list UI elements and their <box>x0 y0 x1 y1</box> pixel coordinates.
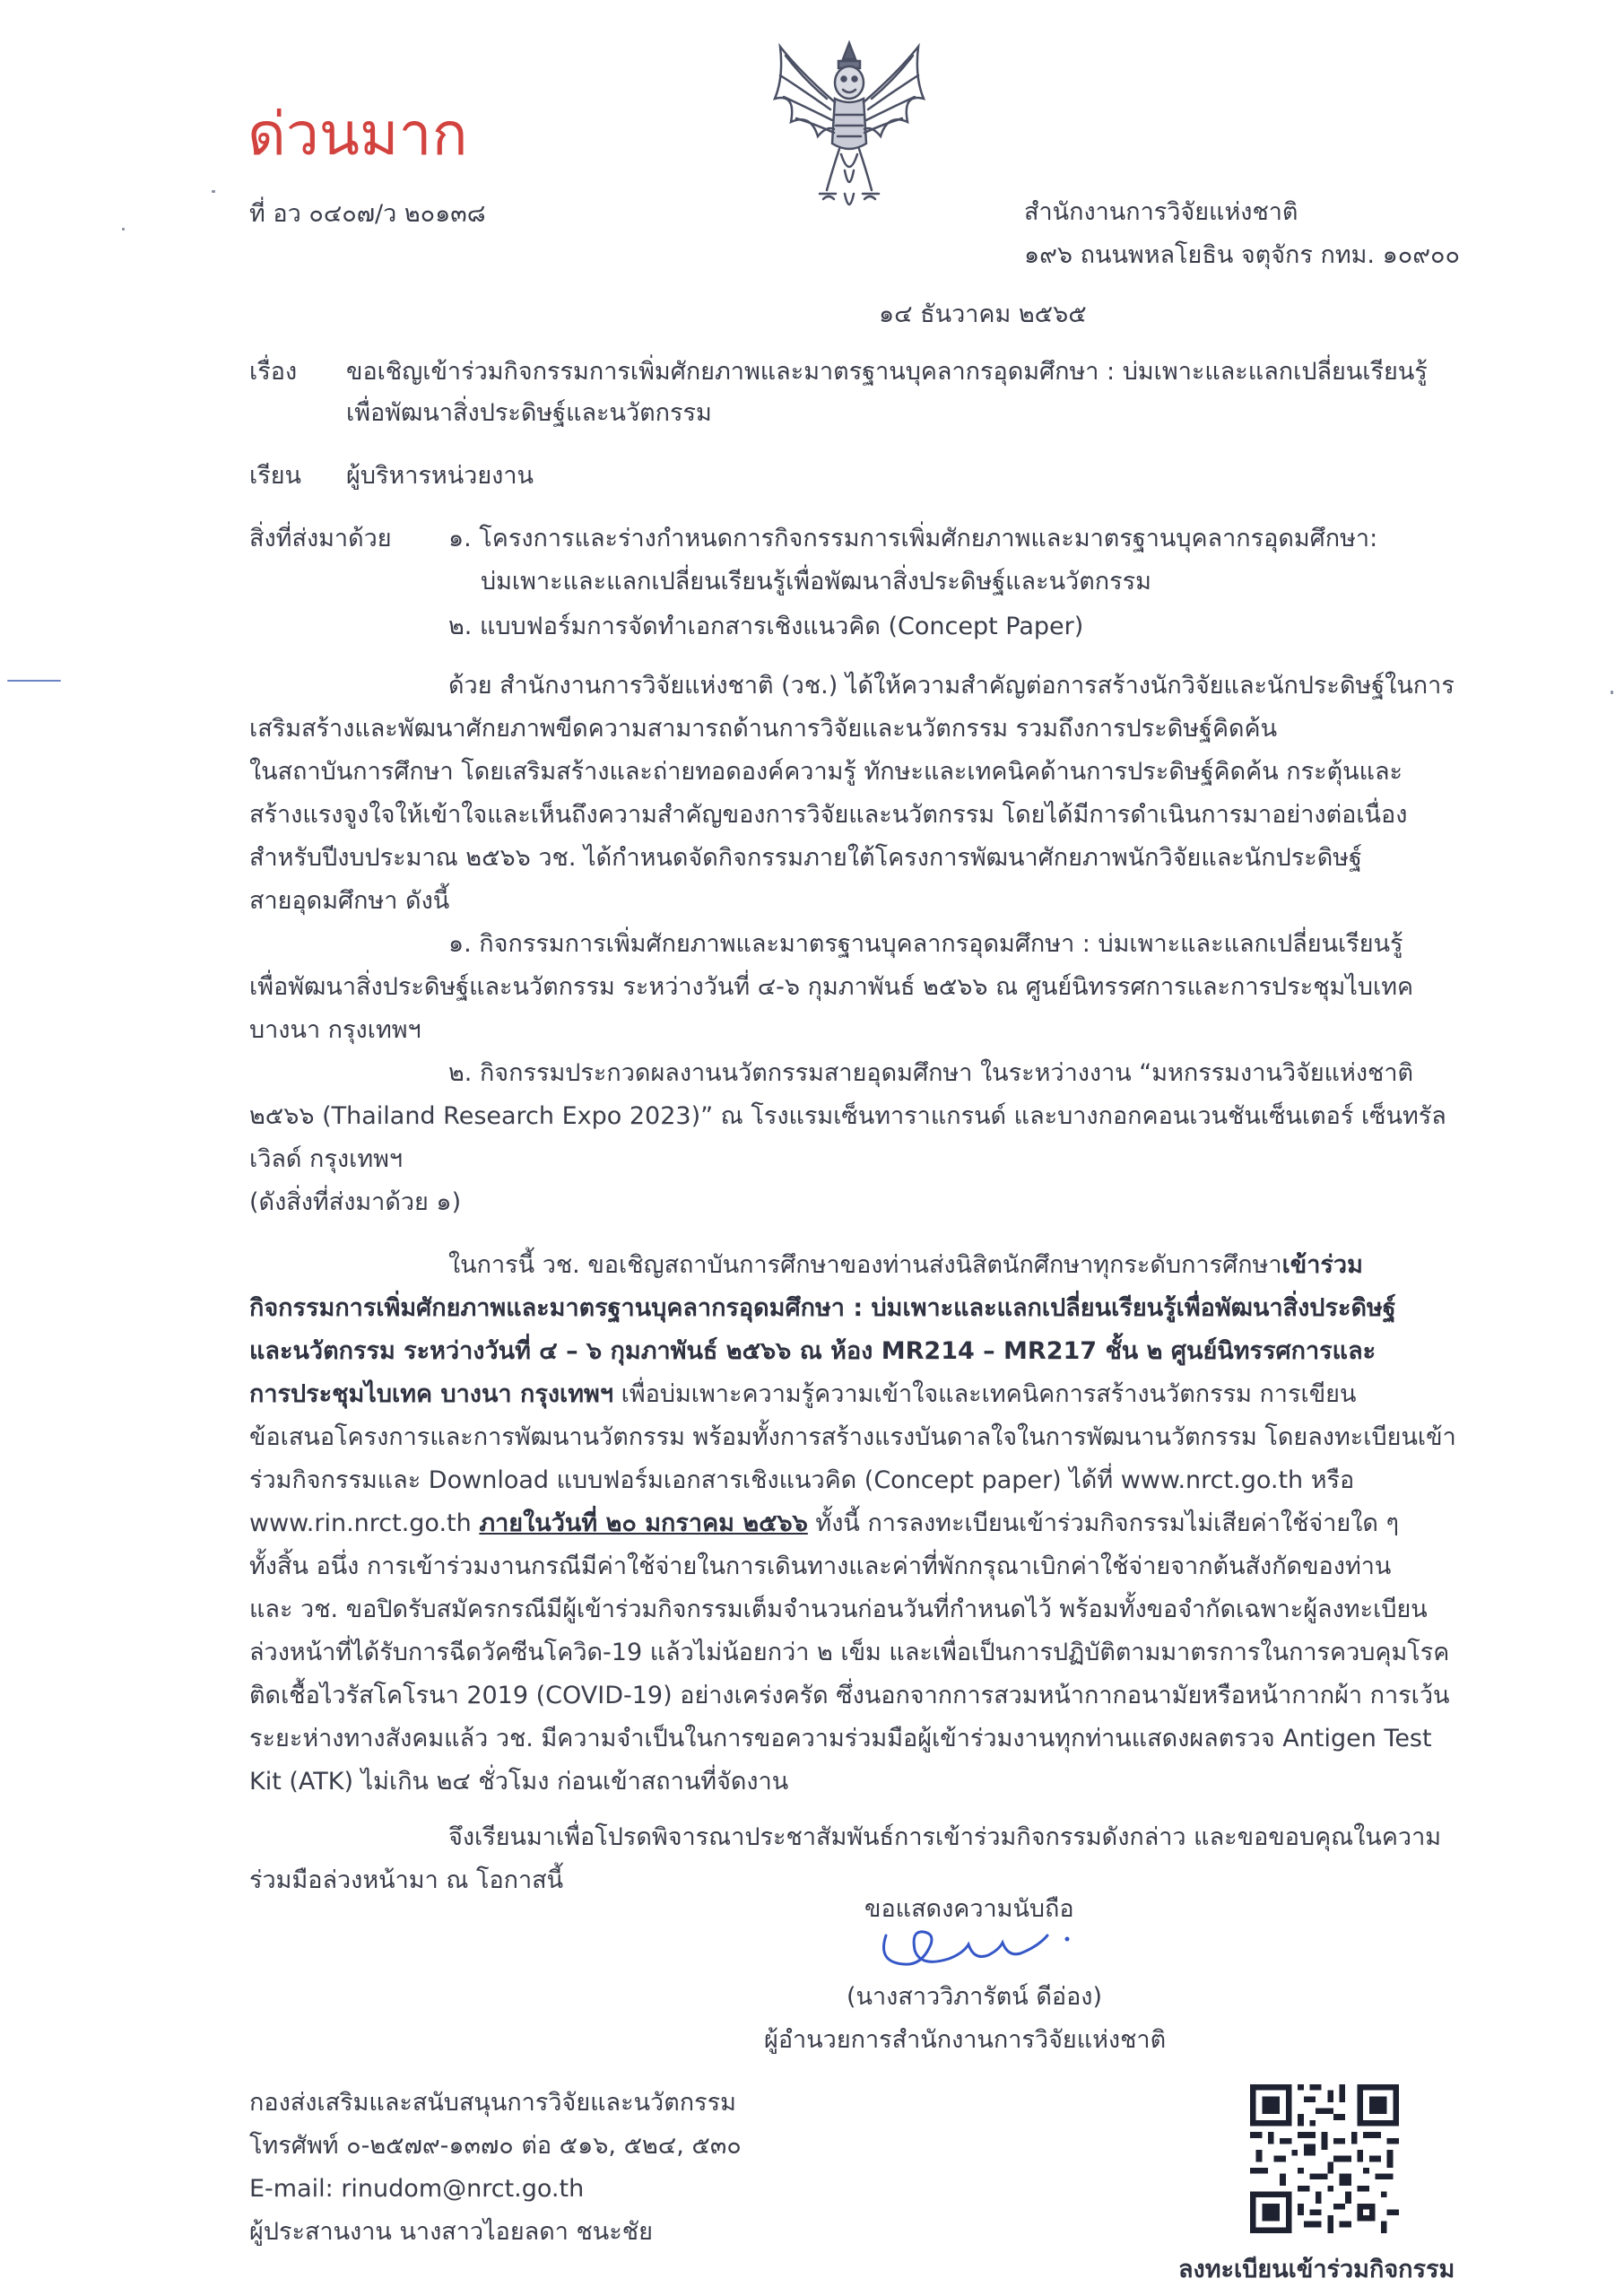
body2-text: ทั้งนี้ การลงทะเบียนเข้าร่วมกิจกรรมไม่เสียค่าใช้จ่ายใด ๆ <box>807 1509 1399 1537</box>
scan-speck <box>122 228 125 230</box>
activity2-line: เวิลด์ กรุงเทพฯ <box>249 1145 404 1173</box>
enclosure-reference: (ดังสิ่งที่ส่งมาด้วย ๑) <box>249 1188 462 1216</box>
subject-line-1: ขอเชิญเข้าร่วมกิจกรรมการเพิ่มศักยภาพและมาตรฐานบุคลากรอุดมศึกษา : บ่มเพาะและแลกเปลี่ยนเรียนรู้ <box>346 358 1428 386</box>
coordinator: ผู้ประสานงาน นางสาวไอยลดา ชนะชัย <box>249 2218 653 2246</box>
body2-line-5: ข้อเสนอโครงการและการพัฒนานวัตกรรม พร้อมทั้งการสร้างแรงบันดาลใจในการพัฒนานวัตกรรม โดยลงทะเบียนเข้า <box>249 1423 1456 1451</box>
body2-line-3: และนวัตกรรม ระหว่างวันที่ ๔ – ๖ กุมภาพันธ์ ๒๕๖๖ ณ ห้อง MR214 – MR217 ชั้น ๒ ศูนย์นิทรรศการและ <box>249 1337 1376 1365</box>
body2-line-13: Kit (ATK) ไม่เกิน ๒๔ ชั่วโมง ก่อนเข้าสถานที่จัดงาน <box>249 1768 789 1796</box>
division-name: กองส่งเสริมและสนับสนุนการวิจัยและนวัตกรรม <box>249 2089 736 2117</box>
enclosure-1-line-1: ๑. โครงการและร่างกำหนดการกิจกรรมการเพิ่มศักยภาพและมาตรฐานบุคลากรอุดมศึกษา: <box>448 525 1378 552</box>
phone-number: โทรศัพท์ ๐-๒๕๗๙-๑๓๗๐ ต่อ ๕๑๖, ๕๒๔, ๕๓๐ <box>249 2132 742 2160</box>
scan-speck <box>212 190 215 193</box>
body2-line-8: ทั้งสิ้น อนึ่ง การเข้าร่วมงานกรณีมีค่าใช้จ่ายในการเดินทางและค่าที่พักกรุณาเบิกค่าใช้จ่ายจากต้นสังกัดของท่าน <box>249 1552 1392 1580</box>
closing-line-2: ร่วมมือล่วงหน้ามา ณ โอกาสนี้ <box>249 1866 564 1894</box>
enclosures-label: สิ่งที่ส่งมาด้วย <box>249 525 392 552</box>
registration-deadline: ภายในวันที่ ๒๐ มกราคม ๒๕๖๖ <box>479 1509 808 1537</box>
body1-line: ในสถาบันการศึกษา โดยเสริมสร้างและถ่ายทอดองค์ความรู้ ทักษะและเทคนิคด้านการประดิษฐ์คิดค้น กระตุ้นและ <box>249 758 1403 786</box>
body1-line: ด้วย สำนักงานการวิจัยแห่งชาติ (วช.) ได้ให้ความสำคัญต่อการสร้างนักวิจัยและนักประดิษฐ์ในการ <box>448 672 1455 700</box>
activity1-line: เพื่อพัฒนาสิ่งประดิษฐ์และนวัตกรรม ระหว่างวันที่ ๔-๖ กุมภาพันธ์ ๒๕๖๖ ณ ศูนย์นิทรรศการและการประชุมไบเทค <box>249 973 1414 1001</box>
body2-line-1 <box>448 1248 1363 1283</box>
enclosure-2: ๒. แบบฟอร์มการจัดทำเอกสารเชิงแนวคิด (Concept Paper) <box>448 613 1084 640</box>
body1-line: เสริมสร้างและพัฒนาศักยภาพขีดความสามารถด้านการวิจัยและนวัตกรรม รวมถึงการประดิษฐ์คิดค้น <box>249 715 1278 743</box>
signatory-position: ผู้อำนวยการสำนักงานการวิจัยแห่งชาติ <box>764 2026 1167 2054</box>
scan-speck <box>1611 691 1613 694</box>
activity1-line: ๑. กิจกรรมการเพิ่มศักยภาพและมาตรฐานบุคลากรอุดมศึกษา : บ่มเพาะและแลกเปลี่ยนเรียนรู้ <box>448 930 1403 958</box>
urgency-stamp: ด่วนมาก <box>248 100 468 169</box>
agency-address: ๑๙๖ ถนนพหลโยธิน จตุจักร กทม. ๑๐๙๐๐ <box>1024 241 1460 269</box>
body1-line: สำหรับปีงบประมาณ ๒๕๖๖ วช. ได้กำหนดจัดกิจกรรมภายใต้โครงการพัฒนาศักยภาพนักวิจัยและนักประดิษฐ์ <box>249 844 1362 872</box>
activity1-line: บางนา กรุงเทพฯ <box>249 1016 421 1044</box>
scan-speck <box>7 680 61 682</box>
activity2-line: ๒๕๖๖ (Thailand Research Expo 2023)” ณ โรงแรมเซ็นทาราแกรนด์ และบางกอกคอนเวนชันเซ็นเตอร์ เซ็นทรัล <box>249 1102 1446 1130</box>
body2-line-12: ระยะห่างทางสังคมแล้ว วช. มีความจำเป็นในการขอความร่วมมือผู้เข้าร่วมงานทุกท่านแสดงผลตรวจ Antigen Test <box>249 1725 1432 1752</box>
agency-name: สำนักงานการวิจัยแห่งชาติ <box>1024 198 1298 226</box>
handwritten-signature <box>868 1909 1092 1989</box>
body2-line-7 <box>249 1507 1399 1541</box>
body2-text: เพื่อบ่มเพาะความรู้ความเข้าใจและเทคนิคการสร้างนวัตกรรม การเขียน <box>613 1380 1357 1408</box>
body2-line-6: ร่วมกิจกรรมและ Download แบบฟอร์มเอกสารเชิงแนวคิด (Concept paper) ได้ที่ www.nrct.go.th หรือ <box>249 1466 1355 1494</box>
body2-line-9: และ วช. ขอปิดรับสมัครกรณีมีผู้เข้าร่วมกิจกรรมเต็มจำนวนก่อนวันที่กำหนดไว้ พร้อมทั้งขอจำกัดเฉพาะผู้ลงทะเบียน <box>249 1596 1428 1623</box>
subject-label: เรื่อง <box>249 358 298 386</box>
letter-date: ๑๔ ธันวาคม ๒๕๖๕ <box>879 300 1087 328</box>
body2-line-11: ติดเชื้อไวรัสโคโรนา 2019 (COVID-19) อย่างเคร่งครัด ซึ่งนอกจากการสวมหน้ากากอนามัยหรือหน้ากากผ้า การเว้น <box>249 1682 1450 1709</box>
regards: ขอแสดงความนับถือ <box>864 1895 1074 1923</box>
signatory-name: (นางสาววิภารัตน์ ดีอ่อง) <box>847 1983 1103 2011</box>
addressee: ผู้บริหารหน่วยงาน <box>346 462 534 490</box>
enclosure-1-line-2: บ่มเพาะและแลกเปลี่ยนเรียนรู้เพื่อพัฒนาสิ่งประดิษฐ์และนวัตกรรม <box>481 568 1151 596</box>
body2-line-4 <box>249 1378 1356 1412</box>
salutation-label: เรียน <box>249 462 302 490</box>
garuda-emblem <box>764 36 934 224</box>
body2-line-2: กิจกรรมการเพิ่มศักยภาพและมาตรฐานบุคลากรอุดมศึกษา : บ่มเพาะและแลกเปลี่ยนเรียนรู้เพื่อพัฒนาสิ่งประดิษฐ์ <box>249 1294 1396 1322</box>
qr-code[interactable] <box>1250 2084 1399 2233</box>
subject-line-2: เพื่อพัฒนาสิ่งประดิษฐ์และนวัตกรรม <box>346 399 712 427</box>
qr-caption: ลงทะเบียนเข้าร่วมกิจกรรม <box>1178 2256 1455 2283</box>
body2-text: ในการนี้ วช. ขอเชิญสถาบันการศึกษาของท่านส่งนิสิตนักศึกษาทุกระดับการศึกษา <box>448 1251 1282 1279</box>
body2-line-10: ล่วงหน้าที่ได้รับการฉีดวัคซีนโควิด-19 แล้วไม่น้อยกว่า ๒ เข็ม และเพื่อเป็นการปฏิบัติตามมาตรการในการควบคุมโรค <box>249 1639 1450 1666</box>
body1-line: สายอุดมศึกษา ดังนี้ <box>249 887 450 915</box>
body2-bold-text: การประชุมไบเทค บางนา กรุงเทพฯ <box>249 1380 614 1408</box>
activity2-line: ๒. กิจกรรมประกวดผลงานนวัตกรรมสายอุดมศึกษา ในระหว่างงาน “มหกรรมงานวิจัยแห่งชาติ <box>448 1059 1414 1087</box>
body1-line: สร้างแรงจูงใจให้เข้าใจและเห็นถึงความสำคัญของการวิจัยและนวัตกรรม โดยได้มีการดำเนินการมาอย่างต่อเนื่อง <box>249 801 1408 829</box>
website-link[interactable]: www.rin.nrct.go.th <box>249 1509 480 1537</box>
reference-number: ที่ อว ๐๔๐๗/ว ๒๐๑๓๘ <box>249 200 486 228</box>
email-address: E-mail: rinudom@nrct.go.th <box>249 2175 585 2203</box>
body2-bold-text: เข้าร่วม <box>1281 1251 1363 1279</box>
closing-line-1: จึงเรียนมาเพื่อโปรดพิจารณาประชาสัมพันธ์การเข้าร่วมกิจกรรมดังกล่าว และขอขอบคุณในความ <box>448 1823 1442 1851</box>
